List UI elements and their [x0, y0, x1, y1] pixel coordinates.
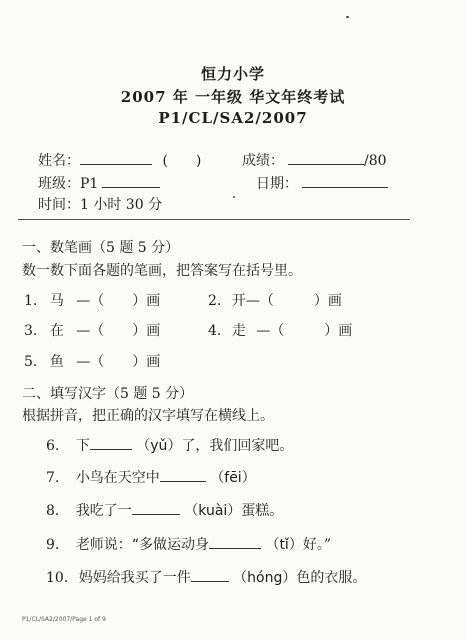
score-row: [242, 150, 387, 170]
fill-blank-6[interactable]: [90, 437, 132, 450]
fill-question-8: 8. 我吃了一 （kuài）蛋糕。: [46, 503, 284, 519]
class-value: P1: [80, 176, 99, 192]
stroke-char: 开: [231, 293, 246, 309]
date-label: 日期：: [256, 176, 298, 192]
class-label: 班级：: [38, 176, 80, 192]
name-row: [38, 150, 201, 170]
scan-speck: [233, 196, 235, 198]
stroke-question-1: 1. 马 —（ ）画: [24, 293, 161, 309]
stroke-char: 马: [49, 293, 64, 309]
name-paren: ( ): [162, 153, 202, 169]
time-value: 1 小时 30 分: [80, 197, 163, 213]
pinyin: fēi: [224, 470, 242, 486]
class-blank[interactable]: [102, 175, 160, 188]
school-name: 恒力小学: [200, 65, 265, 83]
section2-instruction: 根据拼音，把正确的汉字填写在横线上。: [22, 408, 274, 424]
fill-question-6: 6. 下 （yǔ）了，我们回家吧。: [46, 438, 294, 454]
fill-blank-8[interactable]: [132, 502, 180, 515]
fill-question-9: 9. 老师说：“多做运动身 （tǐ）好。”: [46, 537, 331, 553]
score-label: 成绩：: [242, 153, 284, 169]
score-total: /80: [364, 153, 387, 169]
stroke-char: 走: [231, 323, 246, 339]
date-row: [242, 173, 388, 193]
pinyin: hóng: [247, 570, 283, 586]
fill-question-10: 10. 妈妈给我买了一件 （hóng）色的衣服。: [46, 570, 367, 586]
page-footer: P1/CL/SA2/2007/Page 1 of 9: [22, 616, 106, 623]
fill-blank-10[interactable]: [191, 569, 229, 582]
pinyin: kuài: [198, 503, 228, 519]
section1-title: 一、数笔画（5 题 5 分）: [22, 240, 180, 256]
stroke-question-2: 2. 开—（ ）画: [208, 293, 342, 309]
section2-title: 二、填写汉字（5 题 5 分）: [22, 386, 194, 402]
stroke-question-4: 4. 走 —（ ）画: [208, 323, 353, 339]
stroke-char: 在: [49, 323, 64, 339]
name-label: 姓名：: [38, 153, 80, 169]
stroke-char: 鱼: [49, 354, 64, 370]
time-label: 时间：: [38, 197, 80, 213]
date-blank[interactable]: [302, 175, 388, 188]
pinyin: tǐ: [279, 537, 289, 553]
exam-title: 2007 年 一年级 华文年终考试: [120, 88, 346, 106]
score-blank[interactable]: [288, 152, 364, 165]
divider: [18, 219, 410, 220]
stroke-question-3: 3. 在 —（ ）画: [24, 323, 161, 339]
pinyin: yǔ: [150, 438, 168, 454]
scan-speck: [346, 16, 349, 18]
name-blank[interactable]: [80, 152, 152, 165]
time-row: [38, 194, 162, 214]
fill-blank-9[interactable]: [209, 536, 261, 549]
section1-instruction: 数一数下面各题的笔画，把答案写在括号里。: [22, 263, 302, 279]
class-row: [38, 173, 160, 193]
exam-code: P1/CL/SA2/2007: [158, 109, 308, 127]
stroke-question-5: 5. 鱼 —（ ）画: [24, 354, 161, 370]
fill-blank-7[interactable]: [160, 469, 206, 482]
fill-question-7: 7. 小鸟在天空中 （fēi）: [46, 470, 256, 486]
